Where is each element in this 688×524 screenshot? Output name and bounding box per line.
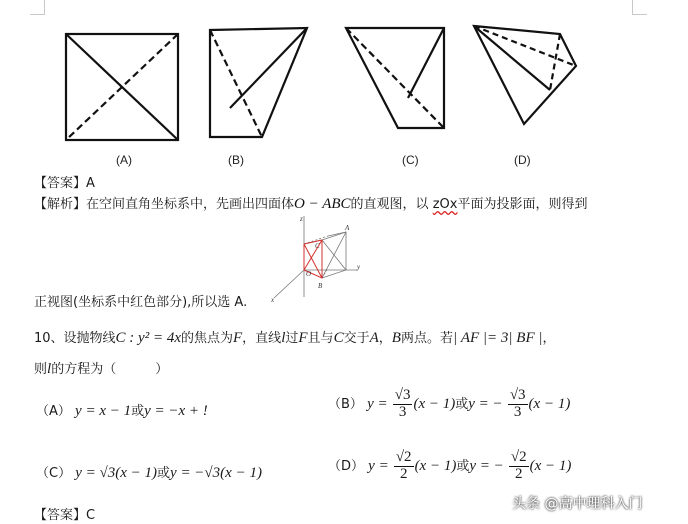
analysis-text-3: 平面为投影面，则得到	[457, 197, 588, 212]
figure-label-c: (C)	[402, 153, 419, 167]
option-d-term-1: (x − 1)	[414, 457, 457, 474]
point-label-a: A	[345, 224, 350, 232]
option-b-fraction-2: $\frac{√3}{3}$	[509, 387, 526, 420]
option-b-label: （B）	[328, 396, 363, 412]
curve-symbol: C	[333, 330, 344, 346]
question-text-c: 过	[285, 331, 299, 346]
line-symbol-2: l	[47, 361, 52, 377]
option-d-fraction-2: $\frac{√2}{2}$	[510, 449, 527, 482]
option-c-or: 或	[157, 466, 171, 481]
question-10-line-1	[34, 327, 556, 347]
option-c-eq1: y = √3(x − 1)	[75, 465, 158, 481]
analysis-conclusion-value: A.	[234, 295, 248, 310]
answer-tag: 【答案】	[34, 176, 87, 191]
option-d-lhs: y =	[368, 457, 389, 474]
question-line2-b: 的方程为（ ）	[51, 362, 169, 377]
option-d-label: （D）	[328, 458, 365, 474]
focus-symbol: F	[233, 330, 243, 346]
question-sep: ，	[378, 331, 392, 346]
option-a[interactable]	[36, 400, 208, 420]
point-label-o: O	[306, 270, 312, 278]
answer-10-value: C	[86, 508, 96, 523]
point-label-c: C	[315, 242, 320, 250]
figure-label-a: (A)	[116, 153, 132, 167]
option-d-lhs-2: y = −	[469, 457, 504, 474]
option-b-term-1: (x − 1)	[413, 395, 456, 412]
question-text-f: 两点。若	[400, 331, 453, 346]
figure-a	[66, 34, 178, 140]
axis-label-x: x	[271, 296, 275, 304]
option-b-term-2: (x − 1)	[528, 395, 571, 412]
analysis-conclusion: 正视图(坐标系中红色部分),所以选	[34, 295, 231, 310]
figure-d	[474, 26, 576, 124]
question-text-b: ，直线	[242, 331, 282, 346]
option-b[interactable]	[328, 388, 570, 421]
option-c[interactable]	[36, 462, 262, 482]
page-corner-mark-left	[30, 0, 45, 15]
point-b-symbol: B	[391, 330, 401, 346]
plane-name: zOx	[432, 197, 458, 212]
coordinate-cube-diagram	[266, 212, 366, 304]
analysis-text-2: 的直观图，以	[350, 197, 429, 212]
analysis-line-2	[34, 291, 247, 310]
answer-9-line	[34, 172, 95, 191]
question-line2-a: 则	[34, 362, 48, 377]
answer-10-tag: 【答案】	[34, 508, 87, 523]
question-text-a: 的焦点为	[180, 331, 233, 346]
option-d-fraction-1: $\frac{√2}{2}$	[395, 449, 412, 482]
figure-label-d: (D)	[514, 153, 531, 167]
answer-10-line	[34, 504, 95, 523]
parabola-equation: C : y² = 4x	[115, 330, 181, 346]
figure-b	[210, 28, 307, 137]
option-a-eq1: y = x − 1	[75, 403, 132, 419]
option-d-term-2: (x − 1)	[529, 457, 572, 474]
axis-label-z: z	[300, 215, 303, 223]
option-c-label: （C）	[36, 466, 72, 481]
figure-c	[346, 28, 444, 128]
option-d-or: 或	[456, 458, 470, 474]
option-a-or: 或	[131, 404, 145, 419]
analysis-tag: 【解析】	[34, 197, 87, 212]
axis-label-y: y	[357, 263, 361, 271]
focus-symbol-2: F	[298, 330, 308, 346]
option-a-label: （A）	[36, 404, 71, 419]
distance-condition: | AF |= 3| BF |	[452, 330, 543, 346]
analysis-line-1	[34, 193, 587, 213]
option-b-lhs: y =	[367, 395, 388, 412]
question-text-e: 交于	[343, 331, 370, 346]
tetrahedron-name: O − ABC	[294, 196, 351, 212]
question-text-d: 且与	[307, 331, 334, 346]
option-b-fraction-1: $\frac{√3}{3}$	[394, 387, 411, 420]
line-symbol: l	[281, 330, 286, 346]
option-b-lhs-2: y = −	[468, 395, 503, 412]
option-c-eq2: y = −√3(x − 1)	[170, 465, 262, 481]
analysis-text-1: 在空间直角坐标系中，先画出四面体	[86, 197, 295, 212]
point-a-symbol: A	[369, 330, 379, 346]
projection-figures	[60, 20, 590, 148]
figure-label-b: (B)	[228, 153, 244, 167]
question-prefix: 10、设抛物线	[34, 331, 116, 346]
option-b-or: 或	[455, 396, 469, 412]
option-a-eq2: y = −x + !	[144, 403, 208, 419]
question-end: ，	[542, 331, 556, 346]
option-d[interactable]	[328, 450, 571, 483]
point-label-b: B	[318, 282, 323, 290]
watermark: 头条 @高中理科入门	[512, 496, 643, 512]
question-10-line-2	[34, 358, 168, 378]
answer-value: A	[86, 176, 95, 191]
page-corner-mark-right	[632, 0, 647, 15]
